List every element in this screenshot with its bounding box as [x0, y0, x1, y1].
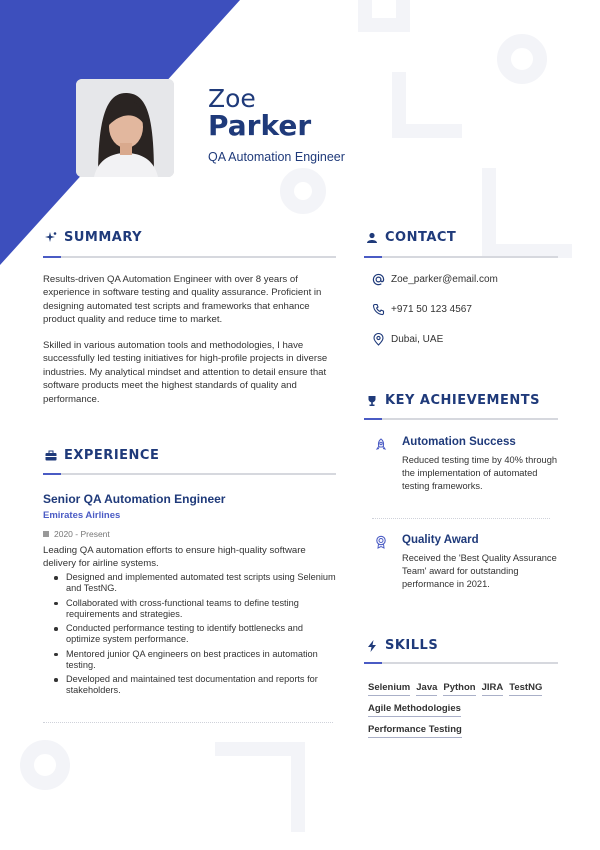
summary-paragraph-1: Results-driven QA Automation Engineer with over 8 years of experience in software testing and quality assurance. Proficient in designing automated test scripts and frameworks that enhance product quality and reduce time to market.	[43, 274, 322, 326]
bg-ring-top-right	[497, 34, 547, 84]
skill-tag: TestNG	[509, 682, 542, 696]
bolt-icon	[366, 640, 378, 652]
summary-paragraph-2: Skilled in various automation tools and methodologies, I have successfully led testing initiatives for high-profile projects in diverse industries. My analytical mindset and attention to detail ensure that software products meet the highest standards of quality and performance.	[43, 340, 328, 405]
list-item: Conducted performance testing to identify bottlenecks and optimize system performance.	[54, 623, 339, 645]
list-item: Developed and maintained test documentation and reports for stakeholders.	[54, 674, 339, 696]
summary-rule	[43, 256, 336, 258]
skills-heading	[366, 638, 438, 653]
skills-row	[368, 724, 568, 738]
sparkle-icon	[45, 232, 57, 244]
last-name: Parker	[208, 109, 312, 142]
achievement-desc-2: Received the 'Best Quality Assurance Team' award for outstanding performance in 2021.	[402, 553, 557, 589]
bg-corner-right	[392, 72, 462, 138]
trophy-icon	[366, 395, 378, 407]
achievements-rule	[364, 418, 558, 420]
phone-icon	[372, 303, 385, 316]
summary-title: SUMMARY	[64, 230, 143, 245]
list-item: Collaborated with cross-functional teams to define testing requirements and strategies.	[54, 598, 339, 620]
calendar-icon	[43, 531, 49, 537]
skill-tag: Performance Testing	[368, 724, 462, 738]
achievement-desc-1: Reduced testing time by 40% through the implementation of automated testing frameworks.	[402, 455, 558, 491]
experience-rule	[43, 473, 336, 475]
briefcase-icon	[45, 450, 57, 462]
contact-heading	[366, 230, 456, 245]
bg-corner-bottom	[215, 742, 305, 832]
bg-corner-far-right	[482, 168, 572, 258]
skill-tag: Agile Methodologies	[368, 703, 461, 717]
achievements-title: KEY ACHIEVEMENTS	[385, 393, 540, 408]
skills-row	[368, 682, 568, 696]
contact-rule	[364, 256, 558, 258]
skills-row	[368, 703, 568, 717]
experience-heading	[45, 448, 159, 463]
achievement-title-1: Automation Success	[402, 436, 516, 448]
experience-title: EXPERIENCE	[64, 448, 160, 463]
achievement-divider	[372, 518, 550, 519]
bg-square-top	[358, 0, 410, 32]
responsibility-list	[54, 572, 339, 700]
bg-ring-bottom-left	[20, 740, 70, 790]
location-pin-icon	[372, 333, 385, 346]
job-title: QA Automation Engineer	[208, 150, 345, 164]
person-icon	[366, 232, 378, 244]
skills-rule	[364, 662, 558, 664]
person-photo-icon	[76, 79, 174, 177]
employment-dates	[43, 529, 110, 539]
summary-heading	[45, 230, 142, 245]
skill-tag: Java	[416, 682, 437, 696]
at-sign-icon	[372, 273, 385, 286]
experience-divider	[43, 722, 333, 723]
rocket-icon	[374, 438, 388, 452]
contact-phone[interactable]	[372, 303, 472, 316]
dates-text: 2020 - Present	[54, 529, 110, 539]
company-name: Emirates Airlines	[43, 510, 121, 521]
list-item: Mentored junior QA engineers on best practices in automation testing.	[54, 649, 339, 671]
role-title: Senior QA Automation Engineer	[43, 492, 226, 506]
skills-list	[368, 682, 568, 745]
achievement-title-2: Quality Award	[402, 534, 479, 546]
skill-tag: JIRA	[482, 682, 504, 696]
first-name: Zoe	[208, 84, 256, 113]
email-text: Zoe_parker@email.com	[391, 274, 498, 285]
contact-title: CONTACT	[385, 230, 457, 245]
contact-location	[372, 333, 443, 346]
contact-email[interactable]	[372, 273, 498, 286]
location-text: Dubai, UAE	[391, 334, 444, 345]
list-item: Designed and implemented automated test scripts using Selenium and TestNG.	[54, 572, 339, 594]
bg-ring-mid	[280, 168, 326, 214]
skill-tag: Selenium	[368, 682, 410, 696]
phone-text: +971 50 123 4567	[391, 304, 472, 315]
skills-title: SKILLS	[385, 638, 439, 653]
medal-icon	[374, 535, 388, 549]
skill-tag: Python	[443, 682, 475, 696]
profile-photo	[76, 79, 174, 177]
role-description: Leading QA automation efforts to ensure high-quality software delivery for airline systems.	[43, 545, 306, 570]
achievements-heading	[366, 393, 540, 408]
